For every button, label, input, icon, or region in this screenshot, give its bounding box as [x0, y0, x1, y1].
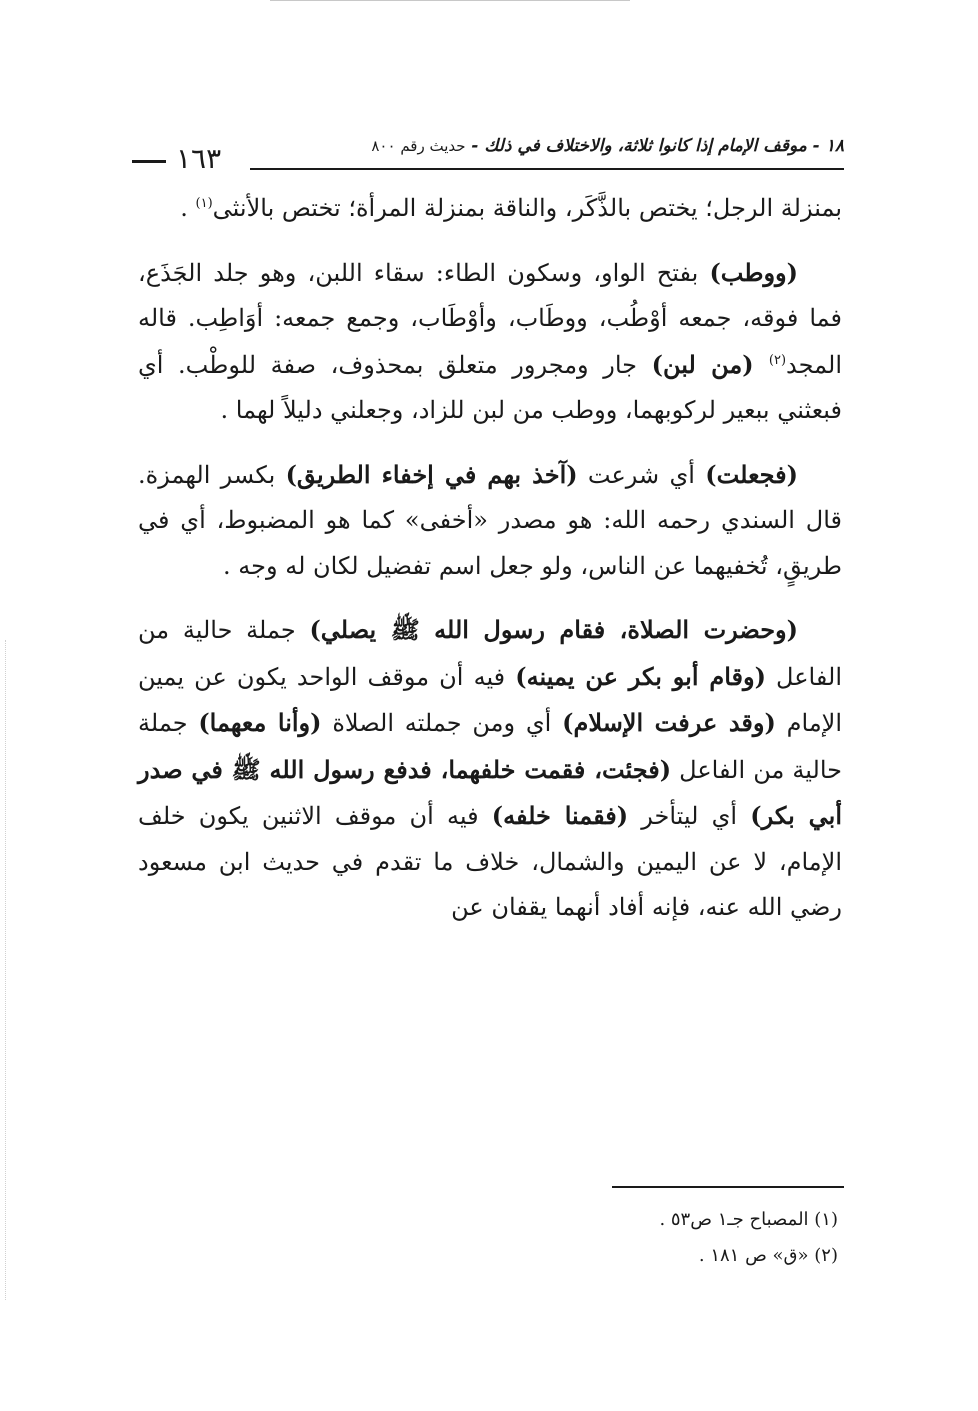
paragraph-4: (وحضرت الصلاة، فقام رسول الله ﷺ يصلي) جملة حالية من الفاعل (وقام أبو بكر عن يمينه) فيه أن موقف الواحد يكون عن يمين الإمام (وقد عرفت الإسلام) أي ومن جملته الصلاة (وأنا معهما) جملة حالية من الفاعل (فجئت، فقمت خلفهما، فدفع رسول الله ﷺ في صدر أبي بكر) أي ليتأخر (فقمنا خلفه) فيه أن موقف الاثنين يكون خلف الإمام، لا عن اليمين والشمال، خلاف ما تقدم في حديث ابن مسعود رضي الله عنه، فإنه أفاد أنهما يقفان عن: [138, 615, 843, 921]
hadith-reference: حديث رقم ٨٠٠: [371, 137, 466, 155]
page-number-dash: [132, 160, 166, 163]
chapter-title: ١٨ - موقف الإمام إذا كانوا ثلاثة، والاختلاف في ذلك -: [471, 136, 844, 156]
footnote-2: (٢) «ق» ص ١٨١ .: [698, 1245, 838, 1266]
paragraph-1: بمنزلة الرجل؛ يختص بالذَّكَر، والناقة بمنزلة المرأة؛ تختص بالأنثى$^{(١)}$ .: [180, 194, 842, 222]
page-body: [138, 186, 842, 931]
paragraph-3: (فجعلت) أي شرعت (آخذ بهم في إخفاء الطريق) بكسر الهمزة. قال السندي رحمه الله: هو مصدر «أخفى» كما هو المضبوط، أي في طريقٍ، تُخفيهما عن الناس، ولو جعل اسم تفضيل لكان له وجه .: [138, 459, 842, 580]
footnotes: [400, 1202, 838, 1274]
footnote-separator: [612, 1186, 844, 1188]
header-rule: [250, 168, 844, 170]
margin-scan-dots: [5, 640, 7, 1300]
top-scan-rule: [270, 0, 630, 1]
footnote-ref-1: (١): [195, 196, 213, 211]
paragraph-2: (ووطب) بفتح الواو، وسكون الطاء: سقاء اللبن، وهو جلد الجَذَع، فما فوقه، جمعه أوْطُب، ووطَاب، وأوْطَاب، وجمع جمعه: أوَاطِب. قاله المجد$^{(٢)}$ (من لبن) جار ومجرور متعلق بمحذوف، صفة للوطْب. أي فبعثني ببعير لركوبهما، ووطب من لبن للزاد، وجعلني دليلاً لهما .: [138, 257, 842, 424]
page-number: ١٦٣: [176, 142, 222, 175]
running-title: [371, 134, 844, 158]
footnote-ref-2: (٢): [768, 352, 787, 368]
footnote-1: (١) المصباح جـ١ ص٥٣ .: [659, 1209, 838, 1230]
page-header: [132, 134, 844, 178]
